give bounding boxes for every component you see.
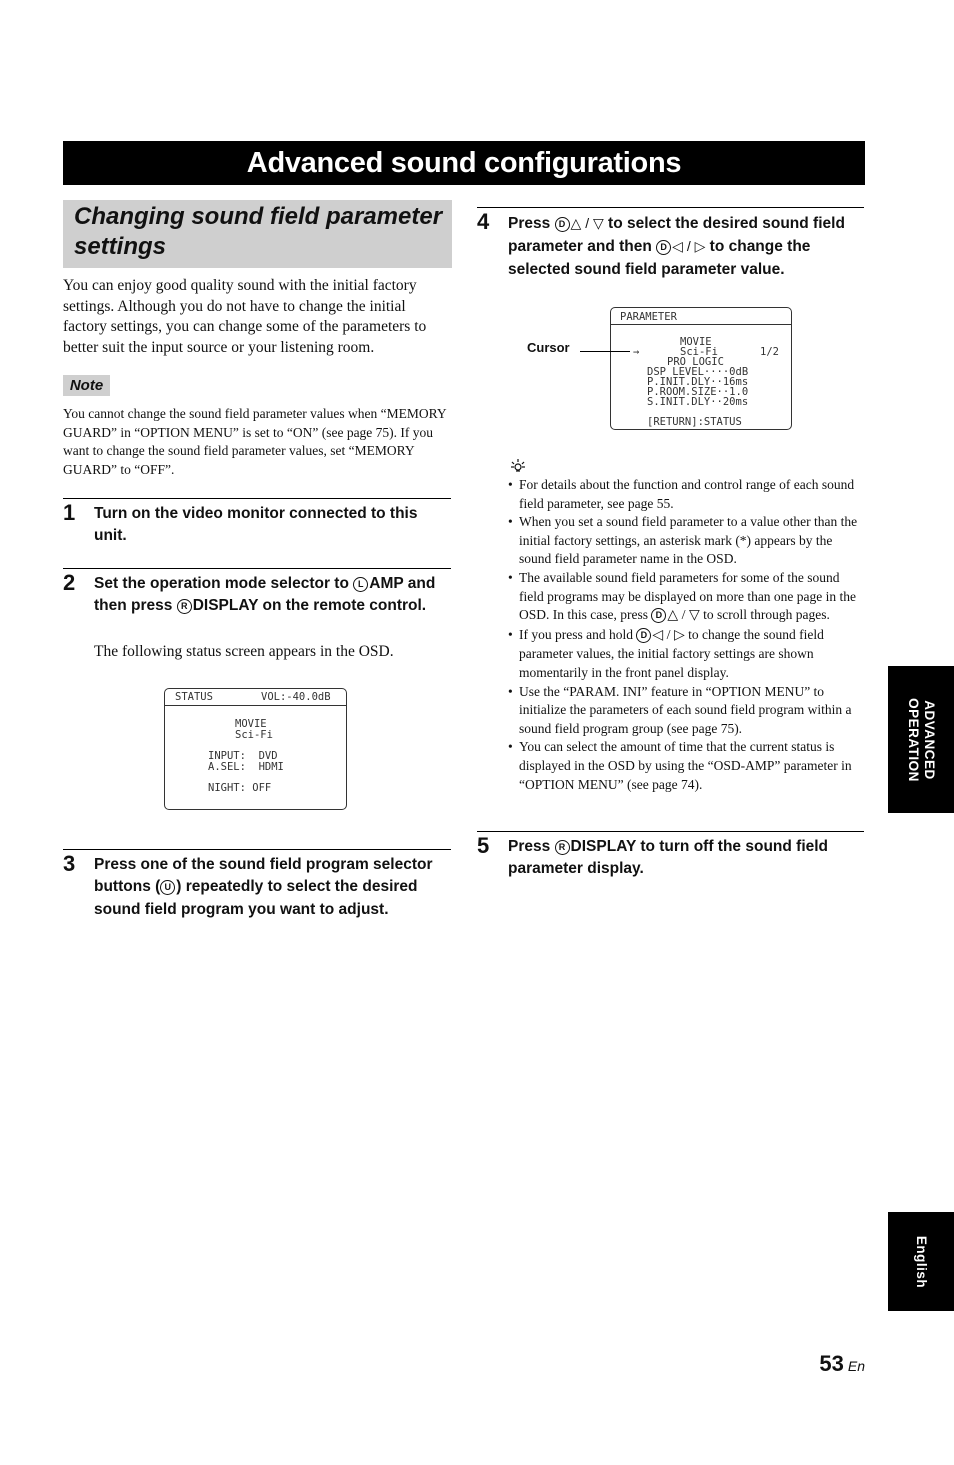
note-label: Note [63, 375, 110, 396]
osd-param-page: 1/2 [760, 346, 779, 358]
side-tab-advanced-operation-label: ADVANCED OPERATION [906, 697, 937, 782]
tips-list [508, 476, 865, 794]
step-1-text: Turn on the video monitor connected to this unit. [94, 505, 418, 545]
step-4-rule [477, 207, 864, 208]
l-button-icon: L [353, 577, 368, 592]
tip-lightbulb-icon [510, 458, 526, 474]
cursor-callout-label: Cursor [527, 340, 570, 355]
tip-item: • Use the “PARAM. INI” feature in “OPTION MENU” to initialize the parameters of each sound field program within a sound field program group (see page 75). [508, 683, 865, 739]
osd-status-volume: VOL:-40.0dB [261, 691, 331, 703]
d-button-icon: D [651, 608, 666, 623]
tip-item: • You can select the amount of time that the current status is displayed in the OSD by using the “OSD-AMP” parameter in “OPTION MENU” (see page 74). [508, 738, 865, 794]
step-2-number: 2 [63, 570, 76, 595]
side-tab-english [888, 1212, 954, 1311]
chapter-title-banner [63, 141, 865, 185]
osd-status-input: INPUT: DVD [208, 750, 278, 762]
intro-paragraph: You can enjoy good quality sound with the initial factory settings. Although you do not have to change the initial factory settings, you can change some of the parameters to better suit the input source or your listening room. [63, 277, 427, 356]
up-down-arrows-icon: △ / ▽ [667, 608, 700, 624]
d-button-icon: D [636, 628, 651, 643]
section-heading: Changing sound field parameter settings [74, 203, 443, 260]
page-number: 53 En [819, 1351, 865, 1376]
step-5-number: 5 [477, 833, 490, 858]
tip-item: • If you press and hold D ◁ / ▷ to change the sound field parameter values, the initial factory settings are shown momentarily in the front panel display. [508, 626, 865, 683]
osd-param-divider [611, 324, 791, 325]
d-button-icon: D [656, 240, 671, 255]
osd-param-title: PARAMETER [620, 311, 677, 323]
side-tab-english-label: English [914, 1235, 929, 1288]
left-right-arrows-icon: ◁ / ▷ [652, 627, 685, 643]
osd-status-subprogram: Sci-Fi [235, 729, 273, 741]
tip-item: • For details about the function and control range of each sound field parameter, see page 55. [508, 476, 865, 513]
up-down-arrows-icon: △ / ▽ [570, 215, 604, 231]
u-button-icon: U [160, 880, 175, 895]
step-3-number: 3 [63, 851, 76, 876]
side-tab-advanced-operation [888, 666, 954, 813]
tip-item: • The available sound field parameters for some of the sound field programs may be displayed on more than one page in the OSD. In this case, press D △ / ▽ to scroll through pages. [508, 569, 865, 626]
osd-param-footer: [RETURN]:STATUS [647, 416, 742, 428]
step-3-rule [63, 849, 451, 850]
r-button-icon: R [177, 599, 192, 614]
tip-item: • When you set a sound field parameter to a value other than the initial factory settings, an asterisk mark (*) appears by the sound field parameter name in the OSD. [508, 513, 865, 569]
osd-status-program: MOVIE [235, 718, 267, 730]
osd-status-screen [164, 688, 347, 810]
step-1-number: 1 [63, 500, 76, 525]
step-1-rule [63, 498, 451, 499]
step-3-text: Press one of the sound field program selector buttons ( U ) repeatedly to select the desired sound field program you want to adjust. [94, 856, 433, 918]
left-right-arrows-icon: ◁ / ▷ [672, 238, 706, 255]
osd-param-cursor-arrow-icon: → [633, 346, 640, 358]
osd-status-divider [165, 705, 346, 706]
cursor-callout-line [580, 351, 630, 352]
osd-param-dsp-level: DSP LEVEL····0dB [647, 366, 749, 378]
osd-param-proom-size: P.ROOM.SIZE··1.0 [647, 386, 749, 398]
r-button-icon: R [555, 840, 570, 855]
step-4-number: 4 [477, 209, 490, 234]
d-button-icon: D [555, 217, 570, 232]
step-2-rule [63, 568, 451, 569]
osd-status-asel: A.SEL: HDMI [208, 761, 284, 773]
osd-param-pinit-dly: P.INIT.DLY··16ms [647, 376, 749, 388]
step-4-text: Press D △ / ▽ to select the desired sound field parameter and then D ◁ / ▷ to change the selected sound field parameter value. [508, 215, 845, 278]
osd-parameter-screen [610, 307, 792, 430]
osd-param-decoder: PRO LOGIC [667, 356, 724, 368]
step-2-subtext: The following status screen appears in the OSD. [94, 643, 394, 660]
note-text: You cannot change the sound field parameter values when “MEMORY GUARD” in “OPTION MENU” is set to “ON” (see page 75). If you want to change the sound field parameter values, set “MEMORY GUARD” to “OFF”. [63, 406, 447, 478]
section-heading-box [63, 200, 452, 268]
chapter-title: Advanced sound configurations [246, 147, 682, 179]
step-5-text: Press R DISPLAY to turn off the sound field parameter display. [508, 838, 829, 878]
step-2-text: Set the operation mode selector to L AMP and then press R DISPLAY on the remote control. [94, 575, 436, 615]
step-5-rule [477, 831, 864, 832]
osd-status-title: STATUS [175, 691, 213, 703]
osd-status-night: NIGHT: OFF [208, 782, 272, 794]
osd-param-sinit-dly: S.INIT.DLY··20ms [647, 396, 749, 408]
osd-param-program: MOVIE [680, 336, 712, 348]
osd-param-subprogram: Sci-Fi [680, 346, 718, 358]
